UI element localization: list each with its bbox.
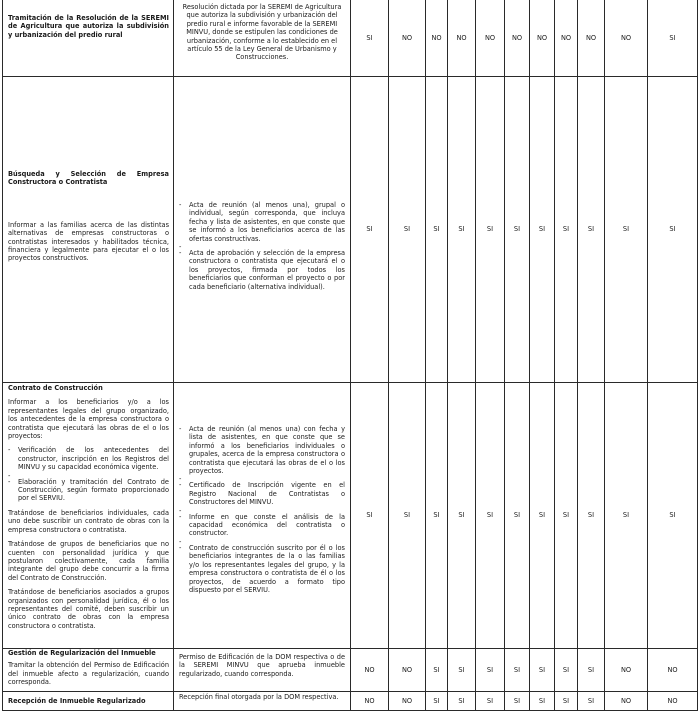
activity-paragraph: Tratándose de beneficiarios individuales, cada uno debe suscribir un contrato de obras con la empresa constructora o contratista. [8, 508, 169, 534]
evidence-cell [174, 383, 351, 649]
value-cell: SI [530, 692, 555, 711]
value-cell: SI [505, 77, 530, 383]
activity-cell [3, 649, 174, 692]
evidence-text: Recepción final otorgada por la DOM respectiva. [179, 693, 339, 701]
activity-cell [3, 383, 174, 649]
value-cell: NO [555, 0, 578, 77]
list-item: - Acta de reunión (al menos una) con fecha y lista de asistentes, en que conste que se informó a los beneficiarios individuales o grupales, acerca de la empresa constructora o contratista que ejecutará las obras de el o los proyectos. [179, 425, 345, 475]
activity-title: Búsqueda y Selección de Empresa Constructora o Contratista [8, 170, 169, 187]
evidence-cell [174, 77, 351, 383]
value-cell: NO [426, 0, 448, 77]
value-cell: NO [389, 692, 426, 711]
value-cell: SI [555, 383, 578, 649]
value-cell: NO [605, 0, 648, 77]
value-cell: SI [426, 649, 448, 692]
activity-cell [3, 0, 174, 77]
activity-paragraph: Tratándose de grupos de beneficiarios que no cuenten con personalidad jurídica y que postularon colectivamente, cada familia integrante del grupo debe concurrir a la firma del Contrato de Construcción. [8, 540, 169, 582]
list-item: - Elaboración y tramitación del Contrato de Construcción, según formato proporcionado por el SERVIU. [8, 478, 169, 503]
activity-title: Gestión de Regularización del Inmueble [8, 649, 156, 657]
value-cell: SI [448, 77, 476, 383]
value-cell: NO [578, 0, 605, 77]
evidence-cell [174, 649, 351, 692]
value-cell: SI [476, 649, 505, 692]
value-cell: SI [351, 383, 389, 649]
list-item: - Acta de aprobación y selección de la empresa constructora o contratista que ejecutará el o los proyectos, firmada por todos los beneficiarios que conforman el proyecto o por cada beneficiario (alternativa individual). [179, 249, 345, 291]
evidence-list [179, 201, 345, 291]
activity-title: Contrato de Construcción [8, 384, 103, 392]
value-cell: SI [578, 692, 605, 711]
list-item: - Informe en que conste el análisis de la capacidad económica del contratista o constructor. [179, 513, 345, 538]
value-cell: SI [530, 77, 555, 383]
table-row [3, 692, 698, 711]
evidence-text: Resolución dictada por la SEREMI de Agricultura que autoriza la subdivisión y urbanización del predio rural e informe favorable de la SEREMI MINVU, donde se estipulen las condiciones de urbanización, conforme a lo establecido en el artículo 55 de la Ley General de Urbanismo y Construcciones. [182, 3, 342, 62]
value-cell: SI [426, 77, 448, 383]
evidence-cell [174, 0, 351, 77]
activity-cell [3, 77, 174, 383]
value-cell: NO [476, 0, 505, 77]
list-item: - Certificado de Inscripción vigente en el Registro Nacional de Contratistas o Constructores del MINVU. [179, 481, 345, 506]
value-cell: NO [448, 0, 476, 77]
value-cell: SI [555, 77, 578, 383]
value-cell: SI [648, 77, 698, 383]
value-cell: NO [505, 0, 530, 77]
value-cell: SI [505, 649, 530, 692]
value-cell: SI [555, 649, 578, 692]
table-row [3, 0, 698, 77]
activity-description: Tramitar la obtención del Permiso de Edificación del inmueble afecto a regularización, cuando corresponda. [8, 661, 169, 687]
value-cell: SI [426, 383, 448, 649]
value-cell: SI [530, 649, 555, 692]
evidence-cell [174, 692, 351, 711]
value-cell: NO [351, 649, 389, 692]
value-cell: SI [351, 0, 389, 77]
value-cell: NO [351, 692, 389, 711]
program-activities-table [2, 0, 698, 711]
activity-description: Informar a las familias acerca de las distintas alternativas de empresas constructoras o contratistas interesados y habilitados técnica, financiera y legalmente para ejecutar el o los proyectos constructivos. [8, 220, 169, 263]
value-cell: SI [448, 649, 476, 692]
value-cell: NO [648, 692, 698, 711]
activity-intro: Informar a los beneficiarios y/o a los representantes legales del grupo organizado, los antecedentes de la empresa constructora o contratista que ejecutará las obras de el o los proyectos: [8, 398, 169, 441]
value-cell: SI [605, 383, 648, 649]
value-cell: SI [351, 77, 389, 383]
value-cell: NO [530, 0, 555, 77]
value-cell: SI [578, 649, 605, 692]
activity-cell [3, 692, 174, 711]
value-cell: SI [530, 383, 555, 649]
list-item: - Acta de reunión (al menos una), grupal o individual, según corresponda, que incluya fecha y lista de asistentes, en que conste que se informó a los beneficiarios acerca de las ofertas constructivas. [179, 201, 345, 243]
value-cell: SI [476, 383, 505, 649]
value-cell: SI [389, 77, 426, 383]
activity-paragraph: Tratándose de beneficiarios asociados a grupos organizados con personalidad jurídica, él o los representantes del comité, deben suscribir un único contrato de obras con la empresa constructora o contratista. [8, 588, 169, 630]
value-cell: SI [648, 0, 698, 77]
list-item: - Contrato de construcción suscrito por él o los beneficiarios integrantes de la o las familias y/o los representantes legales del grupo, y la empresa constructora o contratista de él o los proyectos, de acuerdo a formato tipo dispuesto por el SERVIU. [179, 544, 345, 594]
value-cell: NO [389, 649, 426, 692]
value-cell: SI [505, 383, 530, 649]
value-cell: SI [476, 77, 505, 383]
value-cell: SI [555, 692, 578, 711]
value-cell: SI [448, 692, 476, 711]
table-row [3, 649, 698, 692]
value-cell: SI [505, 692, 530, 711]
table-row [3, 77, 698, 383]
evidence-list [179, 425, 345, 594]
table-row [3, 383, 698, 649]
value-cell: SI [389, 383, 426, 649]
value-cell: SI [605, 77, 648, 383]
value-cell: SI [476, 692, 505, 711]
value-cell: SI [578, 383, 605, 649]
activity-sub-list [8, 446, 169, 502]
value-cell: NO [389, 0, 426, 77]
evidence-text: Permiso de Edificación de la DOM respectiva o de la SEREMI MINVU que aprueba inmueble regularizado, cuando corresponda. [179, 653, 345, 678]
value-cell: NO [605, 692, 648, 711]
value-cell: NO [648, 649, 698, 692]
activity-title: Recepción de Inmueble Regularizado [8, 697, 146, 705]
value-cell: SI [426, 692, 448, 711]
value-cell: SI [578, 77, 605, 383]
list-item: - Verificación de los antecedentes del constructor, inscripción en los Registros del MINVU y su capacidad económica vigente. [8, 446, 169, 471]
value-cell: SI [648, 383, 698, 649]
value-cell: SI [448, 383, 476, 649]
value-cell: NO [605, 649, 648, 692]
activity-title: Tramitación de la Resolución de la SEREMI de Agricultura que autoriza la subdivisión y urbanización del predio rural [8, 14, 169, 39]
